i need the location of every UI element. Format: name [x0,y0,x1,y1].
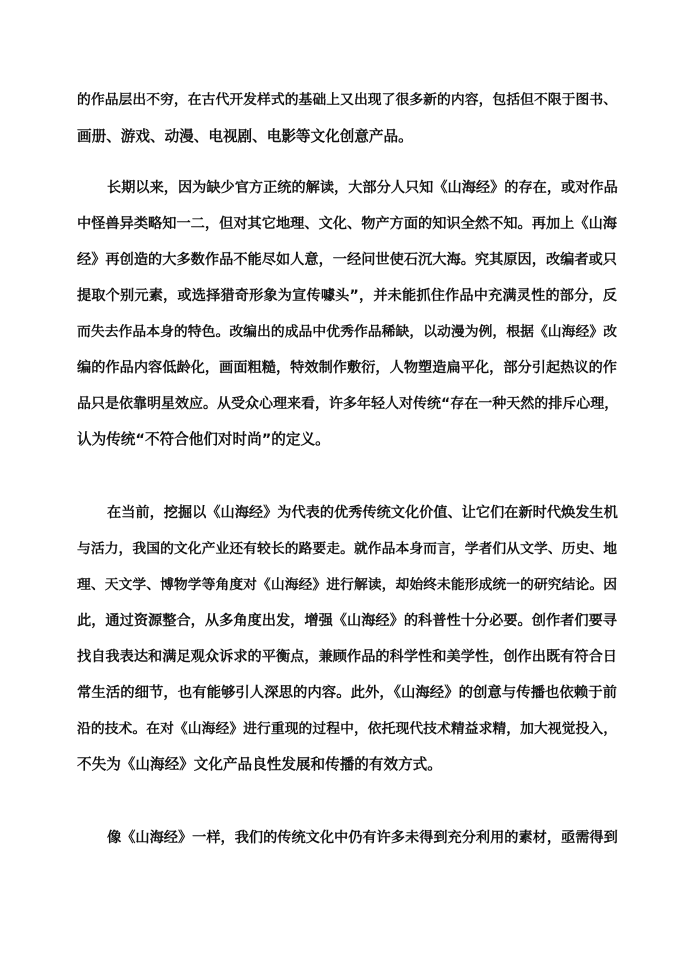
paragraph-2-line-2: 中怪兽异类略知一二，但对其它地理、文化、物产方面的知识全然不知。再加上《山海 [77,216,617,232]
paragraph-3-line-4: 此，通过资源整合，从多角度出发，增强《山海经》的科普性十分必要。创作者们要寻 [77,613,617,629]
paragraph-4-line-1: 像《山海经》一样，我们的传统文化中仍有许多未得到充分利用的素材，亟需得到 [107,830,618,846]
paragraph-3-line-5: 找自我表达和满足观众诉求的平衡点，兼顾作品的科学性和美学性，创作出既有符合日 [77,649,617,665]
paragraph-2-line-3: 经》再创造的大多数作品不能尽如人意，一经问世使石沉大海。究其原因，改编者或只 [77,252,617,268]
paragraph-3-line-6: 常生活的细节，也有能够引人深思的内容。此外，《山海经》的创意与传播也依赖于前 [77,685,617,701]
paragraph-1-line-2: 画册、游戏、动漫、电视剧、电影等文化创意产品。 [77,128,413,145]
paragraph-2-line-8: 认为传统“不符合他们对时尚”的定义。 [77,431,330,448]
paragraph-3-line-1: 在当前，挖掘以《山海经》为代表的优秀传统文化价值、让它们在新时代焕发生机 [107,505,618,521]
paragraph-3-line-2: 与活力，我国的文化产业还有较长的路要走。就作品本身而言，学者们从文学、历史、地 [77,541,617,557]
paragraph-3-line-3: 理、天文学、博物学等角度对《山海经》进行解读，却始终未能形成统一的研究结论。因 [77,577,617,593]
paragraph-2-line-7: 品只是依靠明星效应。从受众心理来看，许多年轻人对传统“存在一种天然的排斥心理， [77,396,619,412]
paragraph-3-line-7: 沿的技术。在对《山海经》进行重现的过程中，依托现代技术精益求精，加大视觉投入， [77,721,617,737]
paragraph-2-line-5: 而失去作品本身的特色。改编出的成品中优秀作品稀缺，以动漫为例，根据《山海经》改 [77,324,617,340]
paragraph-2-line-1: 长期以来，因为缺少官方正统的解读，大部分人只知《山海经》的存在，或对作品 [107,180,618,196]
paragraph-1-line-1: 的作品层出不穷，在古代开发样式的基础上又出现了很多新的内容，包括但不限于图书、 [77,92,617,108]
paragraph-2-line-4: 提取个别元素，或选择猎奇形象为宣传噱头”，并未能抓住作品中充满灵性的部分，反 [77,288,617,304]
paragraph-2-line-6: 编的作品内容低龄化，画面粗糙，特效制作敷衍，人物塑造扁平化，部分引起热议的作 [77,360,617,376]
paragraph-3-line-8: 不失为《山海经》文化产品良性发展和传播的有效方式。 [77,756,442,773]
